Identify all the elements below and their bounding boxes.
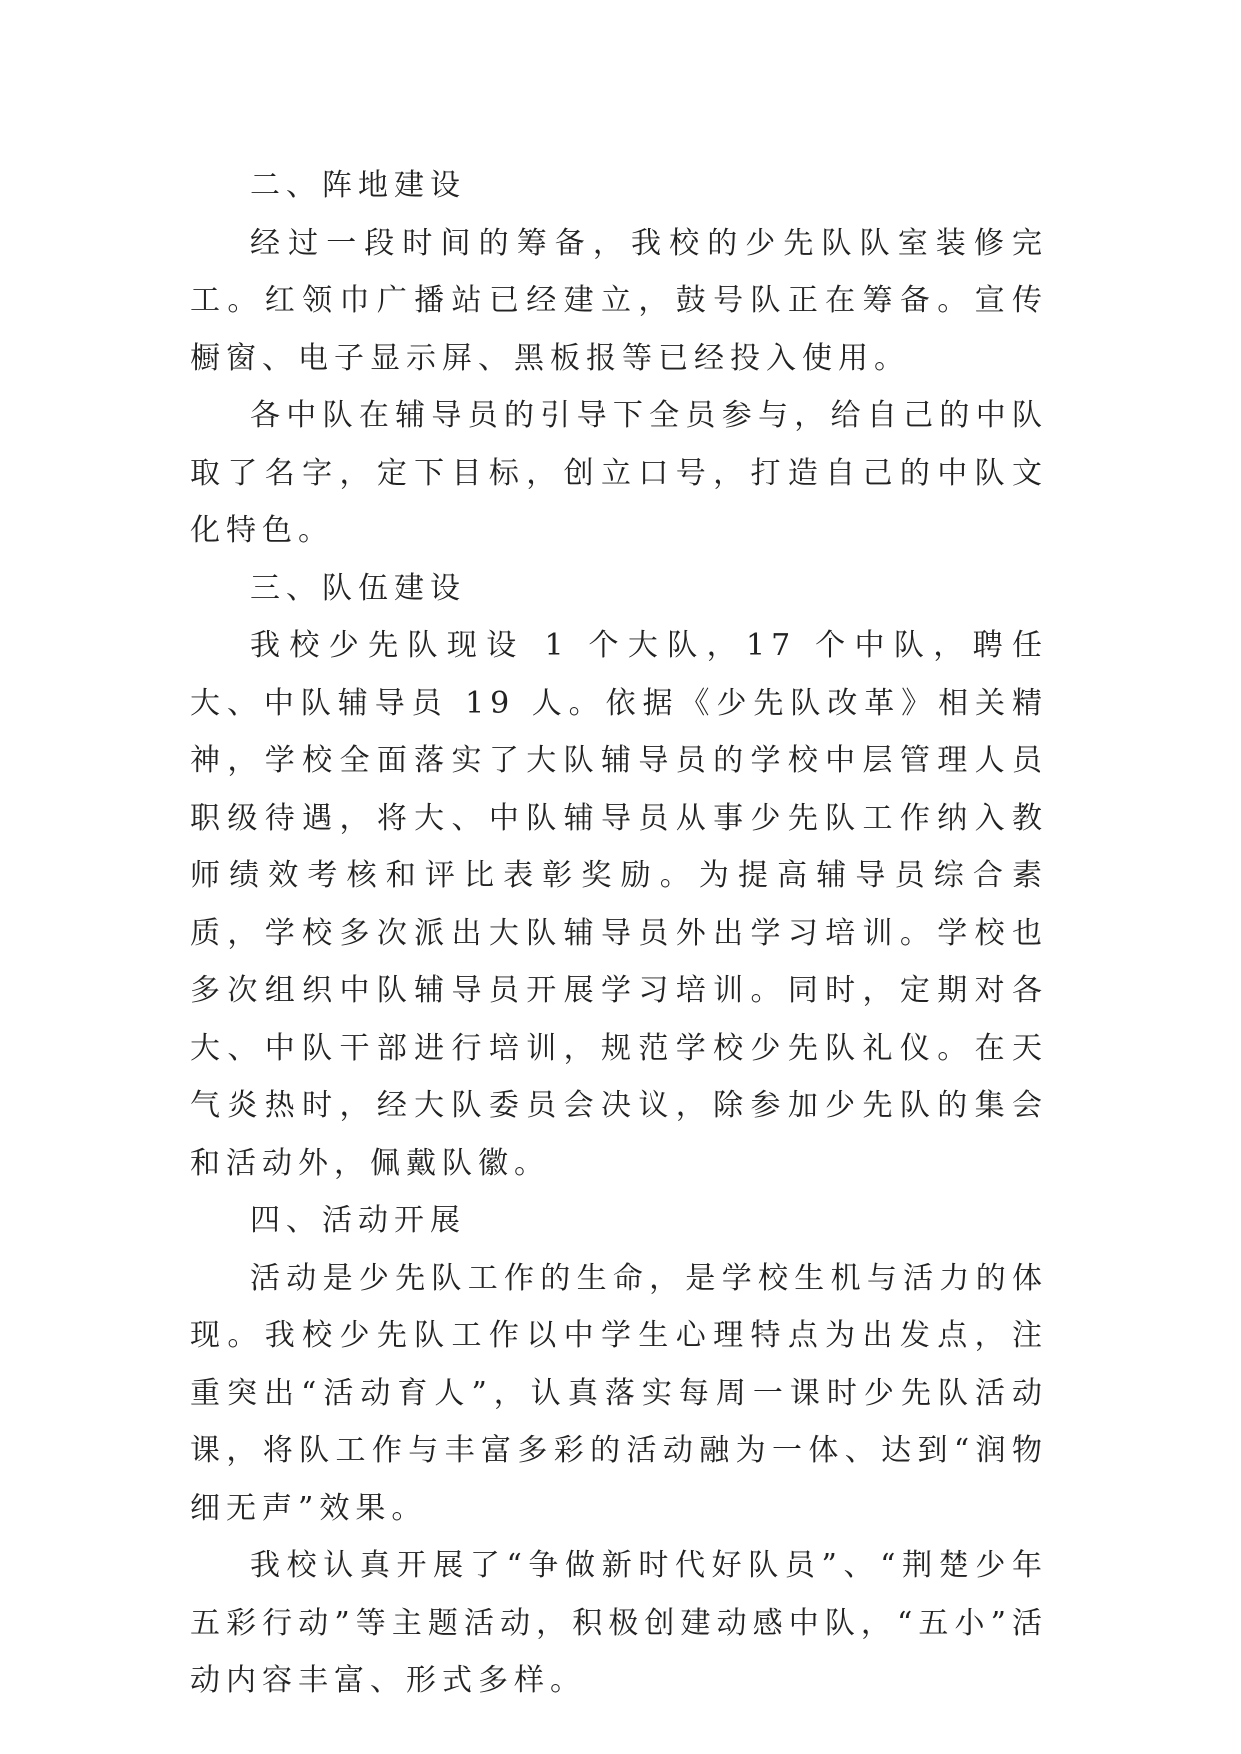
section-heading-position-building: 二、阵地建设 <box>250 168 466 203</box>
paragraph: 经过一段时间的筹备，我校的少先队队室装修完工。红领巾广播站已经建立，鼓号队正在筹备。宣传橱窗、电子显示屏、黑板报等已经投入使用。 <box>190 225 1048 376</box>
paragraph: 我校少先队现设 1 个大队，17 个中队，聘任大、中队辅导员 19 人。依据《少先队改革》相关精神，学校全面落实了大队辅导员的学校中层管理人员职级待遇，将大、中队辅导员从事少先队工作纳入教师绩效考核和评比表彰奖励。为提高辅导员综合素质，学校多次派出大队辅导员外出学习培训。学校也多次组织中队辅导员开展学习培训。同时，定期对各大、中队干部进行培训，规范学校少先队礼仪。在天气炎热时，经大队委员会决议，除参加少先队的集会和活动外，佩戴队徽。 <box>190 628 1048 1181</box>
section-heading-activities: 四、活动开展 <box>250 1203 466 1238</box>
paragraph: 各中队在辅导员的引导下全员参与，给自己的中队取了名字，定下目标，创立口号，打造自己的中队文化特色。 <box>190 398 1048 548</box>
paragraph: 活动是少先队工作的生命，是学校生机与活力的体现。我校少先队工作以中学生心理特点为出发点，注重突出“活动育人”，认真落实每周一课时少先队活动课，将队工作与丰富多彩的活动融为一体、达到“润物细无声”效果。 <box>190 1260 1048 1526</box>
paragraph: 我校认真开展了“争做新时代好队员”、“荆楚少年五彩行动”等主题活动，积极创建动感中队，“五小”活动内容丰富、形式多样。 <box>190 1548 1048 1698</box>
document-body <box>190 157 1048 1710</box>
section-heading-team-building: 三、队伍建设 <box>250 570 466 606</box>
